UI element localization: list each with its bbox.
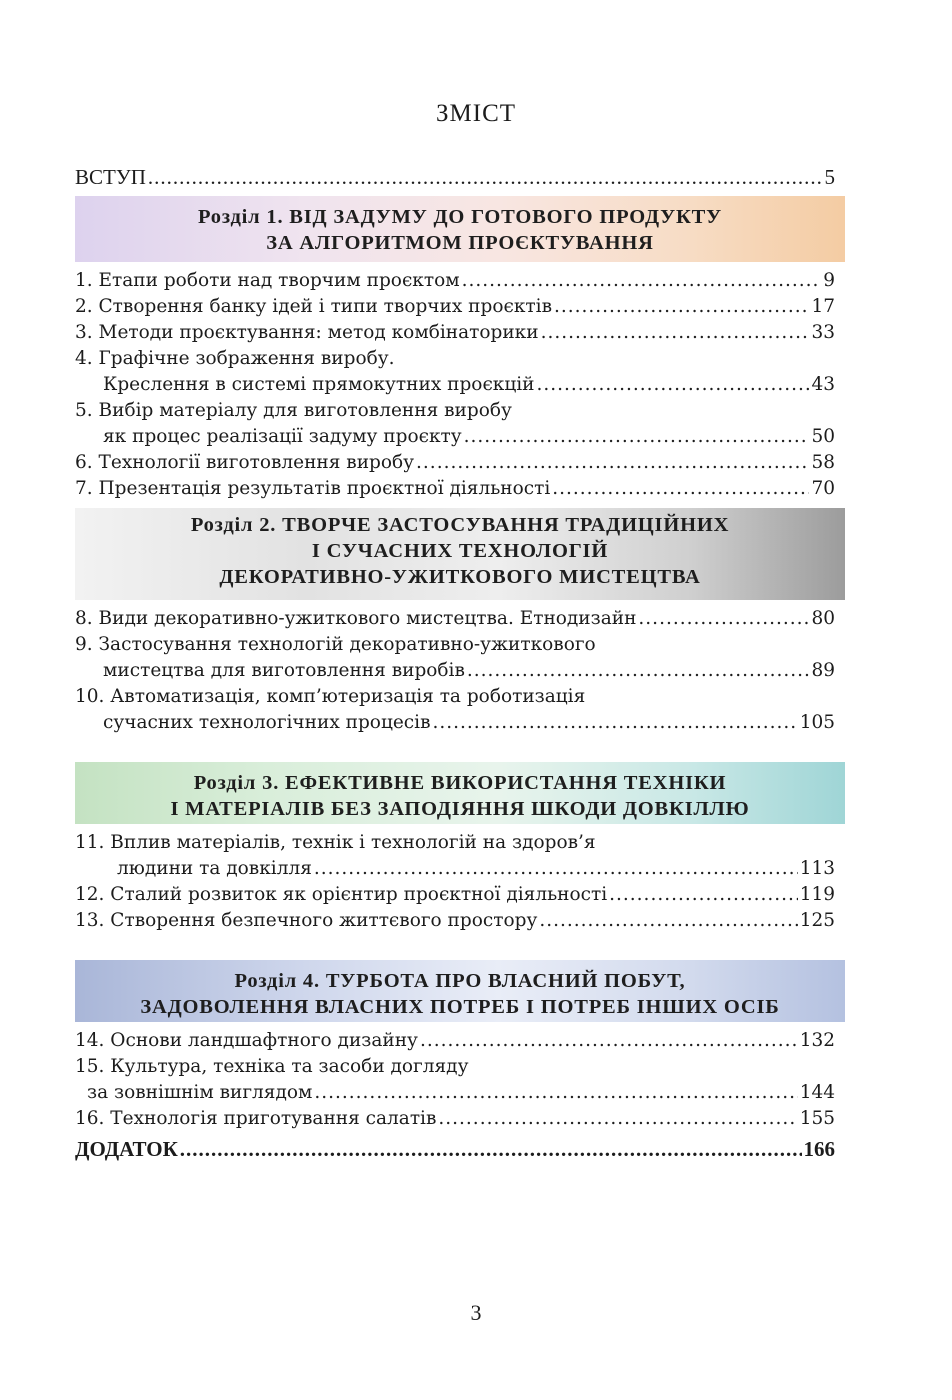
toc-entry-16[interactable] [75,1106,845,1132]
leader-dots [537,372,810,398]
toc-entry-15[interactable] [75,1054,845,1106]
leader-dots [432,710,797,736]
toc-entry-intro[interactable] [75,164,845,190]
toc-page-number: 70 [811,478,835,499]
toc-entry-title-cont: Креслення в системі прямокутних проєкцій [103,374,535,395]
leader-dots [552,476,809,502]
section-heading-line: І МАТЕРІАЛІВ БЕЗ ЗАПОДІЯННЯ ШКОДИ ДОВКІЛЛЮ [170,798,750,820]
leader-dots [539,908,797,934]
toc-entry-title: 6. Технології виготовлення виробу [75,452,415,473]
toc-page-number: 155 [799,1108,835,1129]
toc-entry-title: 10. Автоматизація, комп’ютеризація та роботизація [75,686,586,707]
toc-entry-14[interactable] [75,1028,845,1054]
leader-dots [314,856,798,882]
toc-entry-title: 13. Створення безпечного життєвого простору [75,910,538,931]
toc-page-number: 58 [811,452,835,473]
toc-page-number: 80 [811,608,835,629]
toc-entry-6[interactable] [75,450,845,476]
toc-entry-2[interactable] [75,294,845,320]
toc-entry-3[interactable] [75,320,845,346]
toc-entry-4[interactable] [75,346,845,398]
toc-entry-title: 8. Види декоративно-ужиткового мистецтва. Етнодизайн [75,608,637,629]
leader-dots [554,294,809,320]
toc-page-number: 166 [803,1137,835,1161]
toc-entry-appendix[interactable] [75,1136,845,1162]
toc-entry-title: 15. Культура, техніка та засоби догляду [75,1056,469,1077]
section-heading-line: Розділ 4. ТУРБОТА ПРО ВЛАСНИЙ ПОБУТ, [234,970,686,992]
toc-page-number: 89 [811,660,835,681]
toc-entry-title: 3. Методи проєктування: метод комбінаторики [75,322,539,343]
toc-entry-title: 11. Вплив матеріалів, технік і технологій на здоров’я [75,832,596,853]
section-heading-3 [75,762,845,824]
toc-page-number: 50 [811,426,835,447]
page-number: 3 [470,1300,482,1325]
toc-entry-title: 9. Застосування технологій декоративно-ужиткового [75,634,596,655]
section-heading-line: Розділ 3. ЕФЕКТИВНЕ ВИКОРИСТАННЯ ТЕХНІКИ [193,772,727,794]
section-heading-line: ЗА АЛГОРИТМОМ ПРОЄКТУВАННЯ [266,232,654,254]
leader-dots [314,1080,797,1106]
toc-page-number: 125 [799,910,835,931]
toc-entry-title: 7. Презентація результатів проєктної діяльності [75,478,551,499]
toc-entry-10[interactable] [75,684,845,736]
toc-entry-7[interactable] [75,476,845,502]
leader-dots [416,450,809,476]
toc-page-number: 9 [823,270,835,291]
toc-page-number: 119 [799,884,835,905]
toc-entry-label: ВСТУП [75,165,146,189]
toc-entry-12[interactable] [75,882,845,908]
section-heading-4 [75,960,845,1022]
toc-entry-label: ДОДАТОК [75,1137,178,1161]
leader-dots [438,1106,797,1132]
page-title: ЗМІСТ [435,100,517,127]
toc-page-number: 105 [799,712,835,733]
toc-page-number: 113 [799,858,835,879]
section-heading-2 [75,508,845,600]
section-heading-line: Розділ 1. ВІД ЗАДУМУ ДО ГОТОВОГО ПРОДУКТУ [197,206,723,228]
leader-dots [420,1028,798,1054]
leader-dots [464,424,810,450]
toc-entry-title: 14. Основи ландшафтного дизайну [75,1030,418,1051]
leader-dots [180,1136,802,1162]
toc-entry-title-cont: сучасних технологічних процесів [103,712,431,733]
toc-page-number: 5 [824,165,835,189]
toc-entry-5[interactable] [75,398,845,450]
section-heading-line: ДЕКОРАТИВНО-УЖИТКОВОГО МИСТЕЦТВА [219,566,701,588]
leader-dots [609,882,798,908]
toc-entry-13[interactable] [75,908,845,934]
toc-entry-1[interactable] [75,268,845,294]
table-of-contents [75,164,845,1162]
toc-entry-title: 12. Сталий розвиток як орієнтир проєктної діяльності [75,884,608,905]
toc-entry-9[interactable] [75,632,845,684]
section-heading-line: І СУЧАСНИХ ТЕХНОЛОГІЙ [311,540,609,562]
section-heading-line: ЗАДОВОЛЕННЯ ВЛАСНИХ ПОТРЕБ І ПОТРЕБ ІНШИХ ОСІБ [140,996,780,1018]
toc-page-number: 132 [799,1030,835,1051]
leader-dots [462,268,822,294]
toc-entry-title: 2. Створення банку ідей і типи творчих проєктів [75,296,552,317]
toc-page-number: 144 [799,1082,835,1103]
toc-page-number: 17 [811,296,835,317]
section-heading-1 [75,196,845,262]
leader-dots [467,658,810,684]
toc-page-number: 33 [811,322,835,343]
toc-entry-title-cont: як процес реалізації задуму проєкту [103,426,462,447]
toc-entry-title: 1. Етапи роботи над творчим проєктом [75,270,460,291]
leader-dots [148,164,823,190]
toc-entry-8[interactable] [75,606,845,632]
toc-entry-title-cont: за зовнішнім виглядом [87,1082,313,1103]
leader-dots [638,606,809,632]
toc-entry-title: 16. Технологія приготування салатів [75,1108,437,1129]
toc-entry-title: 4. Графічне зображення виробу. [75,348,395,369]
section-heading-line: Розділ 2. ТВОРЧЕ ЗАСТОСУВАННЯ ТРАДИЦІЙНИХ [190,514,730,536]
toc-page-number: 43 [811,374,835,395]
toc-entry-title-cont: мистецтва для виготовлення виробів [103,660,465,681]
toc-entry-title-cont: людини та довкілля [117,858,312,879]
leader-dots [541,320,810,346]
toc-entry-11[interactable] [75,830,845,882]
toc-entry-title: 5. Вибір матеріалу для виготовлення виробу [75,400,512,421]
